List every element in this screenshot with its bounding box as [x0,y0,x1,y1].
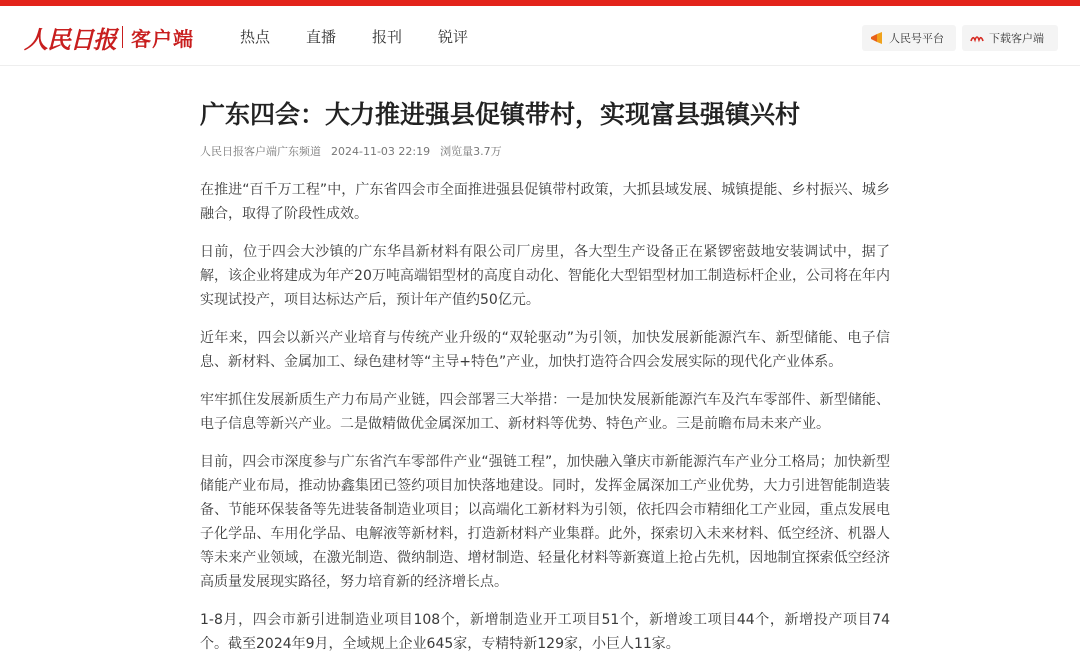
article-title: 广东四会：大力推进强县促镇带村，实现富县强镇兴村 [200,100,801,129]
article-meta [200,144,890,160]
article-paragraph: 近年来，四会以新兴产业培育与传统产业升级的“双轮驱动”为引领，加快发展新能源汽车、新型储能、电子信息、新材料、金属加工、绿色建材等“主导+特色”产业，加快打造符合四会发展实际的现代化产业体系。 [200,330,890,370]
article-paragraph: 牢牢抓住发展新质生产力布局产业链，四会部署三大举措：一是加快发展新能源汽车及汽车零部件、新型储能、电子信息等新兴产业。二是做精做优金属深加工、新材料等优势、特色产业。三是前瞻布局未来产业。 [200,392,890,432]
main-nav [240,26,504,48]
nav-item-live[interactable]: 直播 [306,28,337,46]
article-body [200,178,890,656]
nav-item-newspaper[interactable]: 报刊 [372,28,403,46]
article [200,66,890,670]
download-app-button[interactable] [962,25,1058,51]
app-logo-icon [970,32,984,44]
article-views: 浏览量3.7万 [440,145,502,158]
megaphone-icon [870,32,884,44]
article-paragraph: 在推进“百千万工程”中，广东省四会市全面推进强县促镇带村政策，大抓县域发展、城镇提能、乡村振兴、城乡融合，取得了阶段性成效。 [200,182,890,222]
logo-wordmark: 人民日报 [24,24,116,54]
article-datetime: 2024-11-03 22:19 [331,145,431,158]
article-paragraph: 1-8月，四会市新引进制造业项目108个，新增制造业开工项目51个，新增竣工项目44个，新增投产项目74个。截至2024年9月，全域规上企业645家，专精特新129家，小巨人11家。 [200,612,890,652]
site-logo[interactable] [24,22,194,52]
site-header [0,6,1080,66]
article-paragraph: 日前，位于四会大沙镇的广东华昌新材料有限公司厂房里，各大型生产设备正在紧锣密鼓地安装调试中，据了解，该企业将建成为年产20万吨高端铝型材的高度自动化、智能化大型铝型材加工制造标杆企业，公司将在年内实现试投产，项目达标达产后，预计年产值约50亿元。 [200,244,890,308]
logo-subtitle: 客户端 [131,26,194,51]
article-source: 人民日报客户端广东频道 [200,145,321,158]
nav-item-commentary[interactable]: 锐评 [438,28,469,46]
platform-button-label: 人民号平台 [889,32,944,45]
article-paragraph: 目前，四会市深度参与广东省汽车零部件产业“强链工程”，加快融入肇庆市新能源汽车产业分工格局；加快新型储能产业布局，推动协鑫集团已签约项目加快落地建设。同时，发挥金属深加工产业优势，大力引进智能制造装备、节能环保装备等先进装备制造业项目；以高端化工新材料为引领，依托四会市精细化工产业园，重点发展电子化学品、车用化学品、电解液等新材料，打造新材料产业集群。此外，探索切入未来材料、低空经济、机器人等未来产业领域，在激光制造、微纳制造、增材制造、轻量化材料等新赛道上抢占先机，因地制宜探索低空经济高质量发展现实路径，努力培育新的经济增长点。 [200,454,890,590]
platform-button[interactable] [862,25,956,51]
logo-divider [122,26,123,48]
nav-item-hot[interactable]: 热点 [240,28,271,46]
download-button-label: 下载客户端 [989,32,1044,45]
